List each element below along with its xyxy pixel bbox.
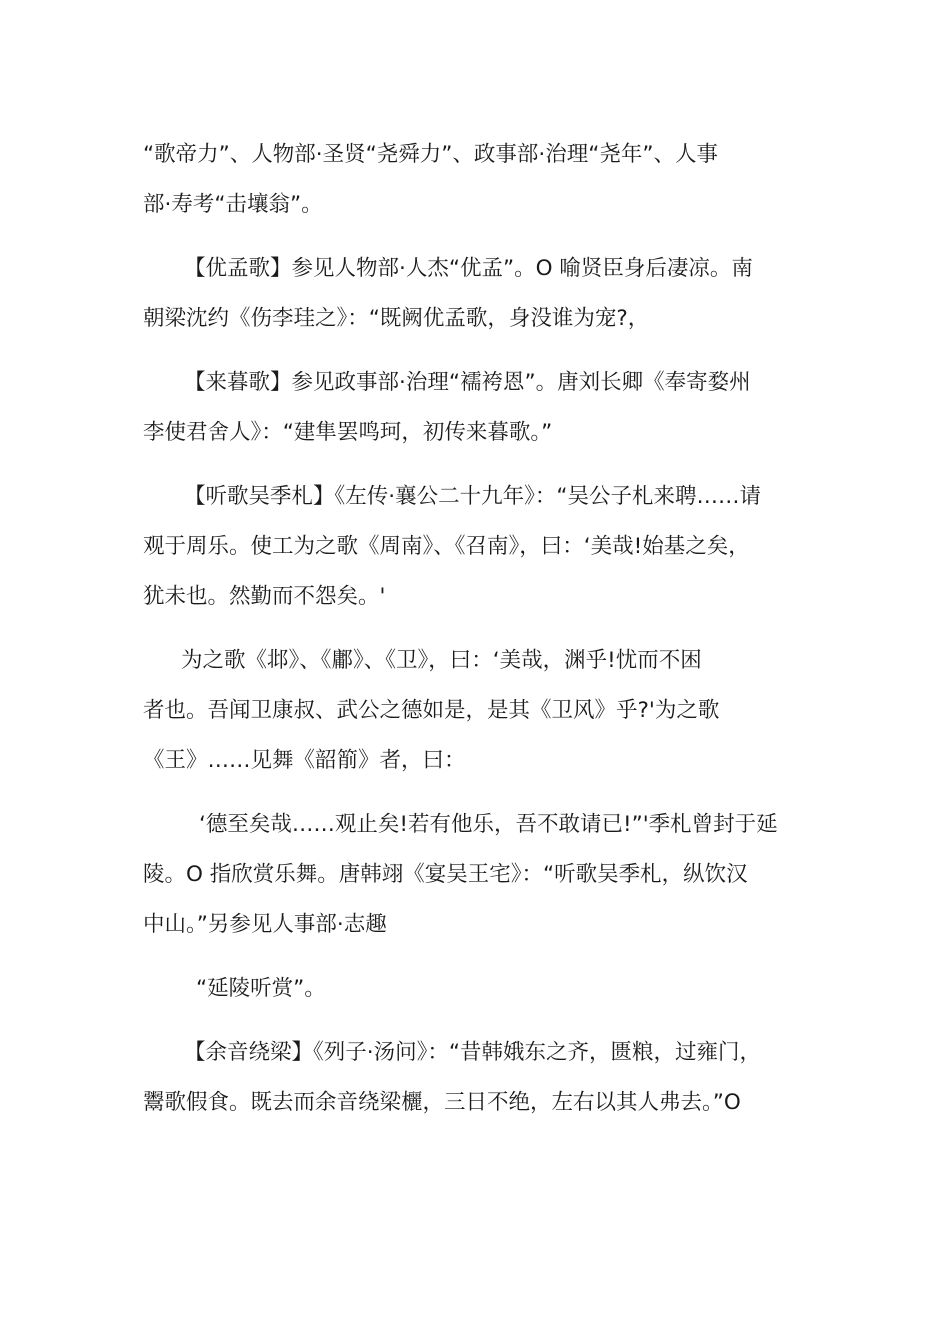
paragraph-de-zhi-yi-zai: [143, 800, 950, 950]
text-line: 【优孟歌】参见人物部·人杰“优孟”。O 喻贤臣身后凄凉。南: [184, 256, 753, 281]
text-line: “延陵听赏”。: [196, 976, 326, 1001]
text-line: 中山。”另参见人事部·志趣: [143, 912, 387, 937]
paragraph-lai-mu-ge: [143, 358, 950, 458]
text-line: 《王》……见舞《韶箾》者，曰：: [143, 748, 466, 773]
text-line: 鬻歌假食。既去而余音绕梁欐，三日不绝，左右以其人弗去。”O: [143, 1090, 741, 1115]
text-line: 者也。吾闻卫康叔、武公之德如是，是其《卫风》乎?'为之歌: [143, 698, 720, 723]
text-line: 李使君舍人》：“建隼罢鸣珂，初传来暮歌。”: [143, 420, 553, 445]
paragraph-wei-zhi-ge: [143, 636, 950, 786]
text-line: 部·寿考“击壤翁”。: [143, 192, 323, 217]
text-line: 【来暮歌】参见政事部·治理“襦袴恩”。唐刘长卿《奉寄婺州: [184, 370, 751, 395]
text-line: 犹未也。然勤而不怨矣。': [143, 584, 386, 609]
paragraph-yan-ling-ting-shang: [143, 964, 950, 1014]
paragraph-you-meng-ge: [143, 244, 950, 344]
text-line: 朝梁沈约《伤李珪之》：“既阙优孟歌，身没谁为宠?，: [143, 306, 650, 331]
paragraph-ting-ge-wu-ji-zha: [143, 472, 950, 622]
text-line: “歌帝力”、人物部·圣贤“尧舜力”、政事部·治理“尧年”、人事: [143, 142, 719, 167]
text-line: 【余音绕梁】《列子·汤问》：“昔韩娥东之齐，匮粮，过雍门，: [184, 1040, 761, 1065]
text-line: 为之歌《邶》、《鄘》、《卫》，曰：‘美哉，渊乎!忧而不困: [181, 648, 702, 673]
paragraph-continuation: [143, 130, 950, 230]
paragraph-yu-yin-rao-liang: [143, 1028, 950, 1128]
text-line: ‘德至矣哉……观止矣!若有他乐，吾不敢请已!”'季札曾封于延: [199, 812, 778, 837]
text-line: 观于周乐。使工为之歌《周南》、《召南》，曰：‘美哉!始基之矣，: [143, 534, 750, 559]
text-line: 【听歌吴季札】《左传·襄公二十九年》：“吴公子札来聘……请: [184, 484, 761, 509]
text-line: 陵。O 指欣赏乐舞。唐韩翊《宴吴王宅》：“听歌吴季札，纵饮汉: [143, 862, 748, 887]
